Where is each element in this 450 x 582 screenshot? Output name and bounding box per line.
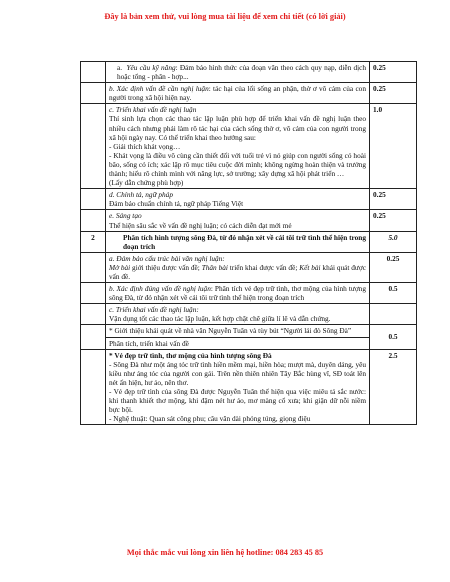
criteria-title: b. Xác định đúng vấn đề nghị luận [109,284,211,294]
criteria-cell [106,62,370,83]
score-cell: 0.25 [370,252,417,282]
row-number-cell [81,304,106,325]
grading-table [80,61,417,425]
score-value: 0.5 [388,331,398,341]
row-number-cell [81,83,106,104]
score-cell: 0.5 [370,283,417,304]
text-fragment: Thân bài [201,262,228,272]
criteria-title: Yêu cầu kỹ năng [126,63,176,72]
criteria-paragraph: (Lấy dẫn chứng phù hợp) [109,178,184,188]
row-number-cell [81,283,106,304]
criteria-paragraph: * Giới thiệu khái quát về nhà văn Nguyễn Tuân và tùy bút “Người lái đò Sông Đà” [106,325,369,337]
table-row [81,349,417,425]
table-row [81,189,417,210]
score-cell: 5.0 [370,231,417,252]
criteria-paragraph: Thí sinh lựa chọn các thao tác lập luận phù hợp để triển khai vấn đề nghị luận theo nhiều cách nhưng phải làm rõ tác hại của cách sống thờ ơ, vô cảm của con người trong xã hội ngày nay. Có thể triển khai theo hướng sau: [109,114,366,142]
text-fragment: Kết bài [299,262,321,272]
row-number-cell [81,189,106,210]
question-text: Phân tích hình tượng sông Đà, từ đó nhận xét về cái tôi trữ tình thể hiện trong đoạn trích [123,232,366,251]
row-number-cell [81,210,106,231]
table-row [81,62,417,83]
criteria-paragraph: - Giải thích khát vọng… [109,141,181,151]
criteria-paragraph: - Sông Đà như một áng tóc trữ tình hiền mềm mại, hiền hòa; mượt mà, duyên dáng, yêu kiều như áng tóc của người con gái. Trên nền thiên nhiên Tây Bắc hùng vĩ, SĐ toát lên nét ấn hiện, hư ảo, nên thơ. [109,359,366,387]
score-cell: 0.25 [370,210,417,231]
criteria-cell [106,104,370,189]
item-label: a. [117,63,123,72]
criteria-text: : Phân tích vẻ đẹp trữ tình, thơ mộng của hình tượng sông Đà, từ đó nhận xét về cái tôi trữ tình thể hiện trong đoạn trích [109,284,366,303]
criteria-cell [106,283,370,304]
criteria-text: : tác hại của lối sống an phận, thờ ơ vô cảm của con người trong xã hội hiện nay. [109,84,366,103]
table-row [81,304,417,325]
criteria-title: * Vẻ đẹp trữ tình, thơ mộng của hình tượng sông Đà [109,350,272,360]
table-row [81,252,417,282]
row-number-cell [81,252,106,282]
score-cell [370,325,417,349]
criteria-title: c. Triển khai vấn đề nghị luận: [109,305,199,315]
row-number-cell [81,325,106,349]
table-row [81,83,417,104]
question-number: 2 [81,231,106,252]
criteria-text [109,263,366,281]
text-fragment: khái quát được vấn đề. [109,262,366,281]
row-number-cell [81,62,106,83]
criteria-cell [106,83,370,104]
text-fragment: Mở bài [109,262,131,272]
row-number-cell [81,349,106,425]
criteria-title: c. Triển khai vấn đề nghị luận [109,105,197,115]
criteria-cell [106,349,370,425]
criteria-paragraph: - Vẻ đẹp trữ tình của sông Đà được Nguyễn Tuân thể hiện qua việc miêu tả sắc nước: khi thanh khiết thơ mộng, khi đậm nét hư ảo, mơ màng cổ xưa; khi giận dữ nỗi niềm bực bội. [109,387,366,415]
score-cell [370,304,417,325]
table-row [81,210,417,231]
criteria-paragraph: - Nghệ thuật: Quan sát công phu; câu văn dài phóng túng, giọng điệu [109,414,311,424]
question-title [106,231,370,252]
criteria-cell [106,189,370,210]
criteria-title: d. Chính tả, ngữ pháp [109,190,173,200]
criteria-text: : Đảm bảo hình thức của đoạn văn theo cách quy nạp, diễn dịch hoặc tổng - phân - hợp... [117,63,367,82]
criteria-text: Thể hiện sâu sắc về vấn đề nghị luận; có cách diễn đạt mới mẻ [109,220,292,230]
criteria-cell [106,210,370,231]
text-fragment: triển khai được vấn đề; [227,262,300,272]
score-cell: 0.25 [370,83,417,104]
score-cell: 2.5 [370,349,417,425]
preview-banner: Đây là bản xem thử, vui lòng mua tài liệu để xem chi tiết (có lời giải) [104,12,346,21]
criteria-title: e. Sáng tạo [109,211,142,221]
table-row [81,231,417,252]
criteria-paragraph: Phân tích, triển khai vấn đề [109,338,189,348]
row-number-cell [81,104,106,189]
text-fragment: giới thiệu được vấn đề; [130,262,202,272]
score-cell: 0.25 [370,62,417,83]
criteria-paragraph: - Khát vọng là điều vô cùng cần thiết đối với tuổi trẻ vì nó giúp con người sống có hoài bão, sống có ích; xác lập rõ mục tiêu cuộc đời mình; không ngừng hoàn thiện và trưởng thành; hiểu rõ chính mình với năng lực, sở trường; xây dựng xã hội phát triển … [109,150,366,179]
criteria-cell [106,252,370,282]
criteria-title: a. Đảm bảo cấu trúc bài văn nghị luận: [109,253,225,263]
table-row [81,325,417,349]
score-cell: 1.0 [370,104,417,189]
hotline-banner: Mọi thắc mắc vui lòng xin liên hệ hotline: 084 283 45 85 [126,548,324,557]
score-cell: 0.25 [370,189,417,210]
criteria-cell [106,325,370,349]
criteria-text: Vận dụng tốt các thao tác lập luận, kết hợp chặt chẽ giữa lí lẽ và dẫn chứng. [109,314,331,324]
criteria-text: Đảm bảo chuẩn chính tả, ngữ pháp Tiếng Việt [109,199,244,209]
criteria-cell [106,304,370,325]
criteria-title: b. Xác định vấn đề cần nghị luận [109,84,209,94]
table-row [81,283,417,304]
table-row [81,104,417,189]
